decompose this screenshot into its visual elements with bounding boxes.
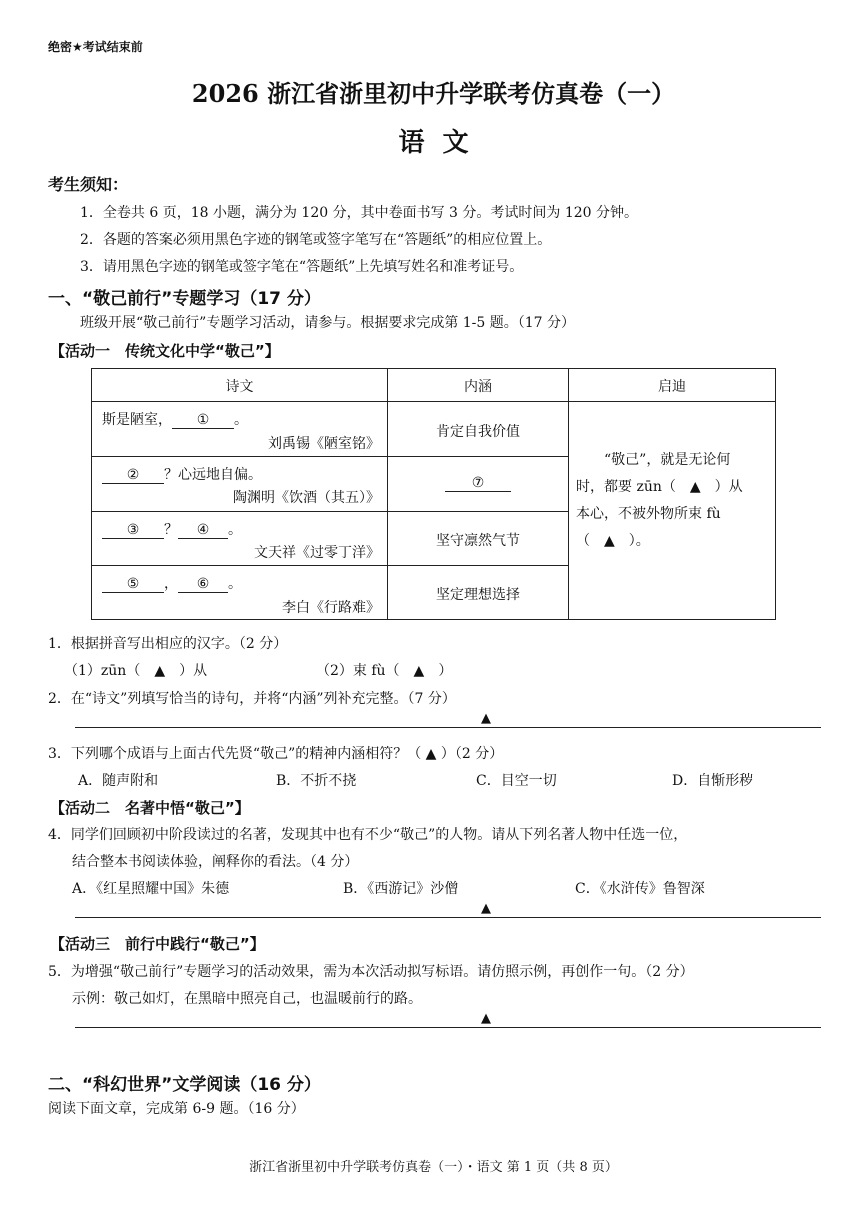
question-5-example: 示例：敬己如灯，在黑暗中照亮自己，也温暖前行的路。 xyxy=(72,991,422,1007)
meaning-cell: 坚定理想选择 xyxy=(436,587,520,603)
header-meaning: 内涵 xyxy=(464,379,492,395)
option-a[interactable]: A．《红星照耀中国》朱德 xyxy=(72,881,230,897)
activity-three-heading: 【活动三 前行中践行“敬己”】 xyxy=(50,935,265,953)
poetry-table xyxy=(91,368,776,620)
question-2: 2．在“诗文”列填写恰当的诗句，并将“内涵”列补充完整。（7 分） xyxy=(48,691,456,707)
header-insight: 启迪 xyxy=(658,379,686,395)
answer-marker: ▲ xyxy=(481,901,491,916)
question-3: 3．下列哪个成语与上面古代先贤“敬己”的精神内涵相符？（ ▲ ）（2 分） xyxy=(48,746,504,762)
question-1-part-2: （2）束 fù（ ▲ ） xyxy=(316,663,453,679)
blank-5[interactable]: ⑤ xyxy=(102,576,164,593)
section-one-intro: 班级开展“敬己前行”专题学习活动，请参与。根据要求完成第 1-5 题。（17 分） xyxy=(80,315,576,331)
question-4: 4．同学们回顾初中阶段读过的名著，发现其中也有不少“敬己”的人物。请从下列名著人物中任选一位， xyxy=(48,827,688,843)
confidential-mark: 绝密★考试结束前 xyxy=(48,40,143,54)
option-b[interactable]: B．不折不挠 xyxy=(276,773,357,789)
blank-3[interactable]: ③ xyxy=(102,522,164,539)
answer-marker: ▲ xyxy=(481,711,491,726)
notice-item: 3．请用黑色字迹的钢笔或签字笔在“答题纸”上先填写姓名和准考证号。 xyxy=(80,259,524,275)
blank-7[interactable]: ⑦ xyxy=(445,475,511,492)
poem-source: 文天祥《过零丁洋》 xyxy=(254,545,380,561)
blank-4[interactable]: ④ xyxy=(178,522,228,539)
notice-item: 1．全卷共 6 页，18 小题，满分为 120 分，其中卷面书写 3 分。考试时间为 120 分钟。 xyxy=(80,205,639,221)
blank-2[interactable]: ② xyxy=(102,467,164,484)
poem-source: 刘禹锡《陋室铭》 xyxy=(268,436,380,452)
option-c[interactable]: C．《水浒传》鲁智深 xyxy=(575,881,705,897)
subject-title: 语文 xyxy=(398,128,487,158)
activity-two-heading: 【活动二 名著中悟“敬己”】 xyxy=(50,799,250,817)
notice-item: 2．各题的答案必须用黑色字迹的钢笔或签字笔写在“答题纸”的相应位置上。 xyxy=(80,232,552,248)
answer-line-q2[interactable] xyxy=(75,727,821,728)
page-footer: 浙江省浙里初中升学联考仿真卷（一）・语文 第 1 页（共 8 页） xyxy=(249,1160,618,1175)
answer-line-q5[interactable] xyxy=(75,1027,821,1028)
meaning-cell: 肯定自我价值 xyxy=(436,424,520,440)
question-1: 1．根据拼音写出相应的汉字。（2 分） xyxy=(48,636,288,652)
notice-heading: 考生须知： xyxy=(48,175,129,194)
poem-line: 斯是陋室， ① 。 xyxy=(102,412,248,428)
poem-line: ② ？心远地自偏。 xyxy=(102,464,262,484)
header-poem: 诗文 xyxy=(225,379,254,395)
meaning-cell xyxy=(388,475,568,492)
answer-marker: ▲ xyxy=(481,1011,491,1026)
meaning-cell: 坚守凛然气节 xyxy=(436,533,520,549)
poem-line: ③ ？ ④ 。 xyxy=(102,519,242,539)
poem-line: ⑤ ， ⑥ 。 xyxy=(102,573,242,593)
poem-source: 陶渊明《饮酒（其五）》 xyxy=(233,490,380,506)
question-4-cont: 结合整本书阅读体验，阐释你的看法。（4 分） xyxy=(72,854,359,870)
question-1-part-1: （1）zūn（ ▲ ）从 xyxy=(64,663,208,679)
section-two-heading: 二、“科幻世界”文学阅读（16 分） xyxy=(48,1075,321,1095)
section-two-intro: 阅读下面文章，完成第 6-9 题。（16 分） xyxy=(48,1101,305,1117)
section-one-heading: 一、“敬己前行”专题学习（17 分） xyxy=(48,289,321,309)
option-a[interactable]: A．随声附和 xyxy=(78,773,159,789)
poem-source: 李白《行路难》 xyxy=(282,600,380,616)
blank-1[interactable]: ① xyxy=(172,412,234,429)
exam-title: 2026 浙江省浙里初中升学联考仿真卷（一） xyxy=(191,79,676,108)
option-c[interactable]: C．目空一切 xyxy=(476,773,557,789)
option-d[interactable]: D．自惭形秽 xyxy=(672,773,754,789)
activity-one-heading: 【活动一 传统文化中学“敬己”】 xyxy=(50,342,280,360)
insight-cell: “敬己”，就是无论何 时，都要 zūn（ ▲ ）从 本心，不被外物所束 fù （ ▲ ）。 xyxy=(576,452,743,549)
option-b[interactable]: B．《西游记》沙僧 xyxy=(343,881,459,897)
question-5: 5．为增强“敬己前行”专题学习的活动效果，需为本次活动拟写标语。请仿照示例，再创作一句。（2 分） xyxy=(48,964,694,980)
blank-6[interactable]: ⑥ xyxy=(178,576,228,593)
answer-line-q4[interactable] xyxy=(75,917,821,918)
